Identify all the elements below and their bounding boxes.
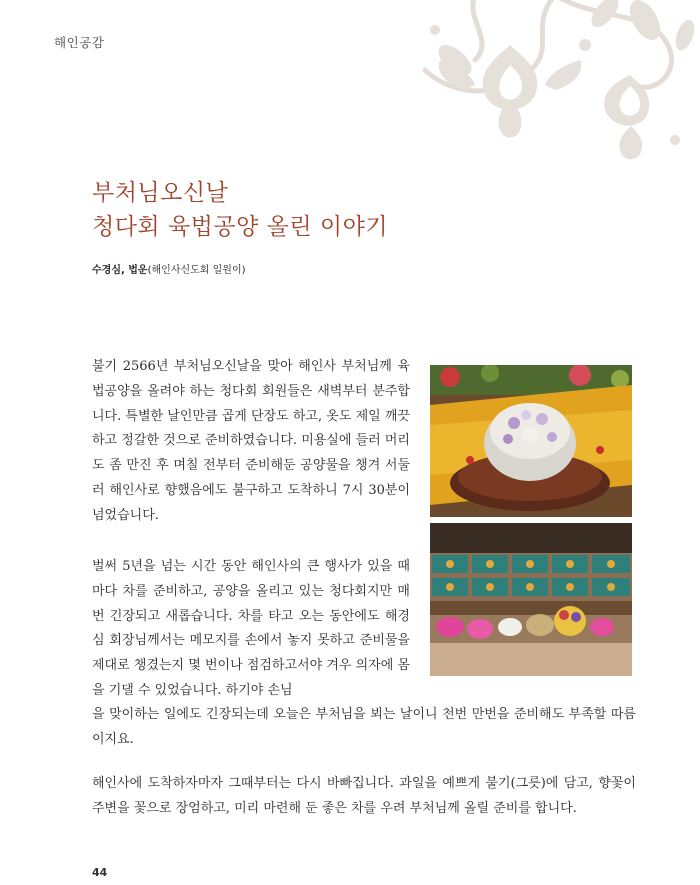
section-label: 해인공감 (54, 35, 105, 50)
photo-offering-bowl (430, 365, 632, 517)
photo-altar-offerings (430, 523, 632, 676)
paragraph-1: 불기 2566년 부처님오신날을 맞아 해인사 부처님께 육법공양을 올려야 하는 청다회 회원들은 새벽부터 분주합니다. 특별한 날인만큼 곱게 단장도 하고, 옷도 제일 깨끗하고 정갈한 것으로 준비하였습니다. 미용실에 들러 머리도 좀 만진 후 며칠 전부터 준비해둔 공양물을 챙겨 서둘러 해인사로 향했음에도 불구하고 도착하니 7시 30분이 넘었습니다. (92, 359, 410, 523)
paragraph-3: 해인사에 도착하자마자 그때부터는 다시 바빠집니다. 과일을 예쁘게 불기(그릇)에 담고, 향꽃이 주변을 꽃으로 장엄하고, 미리 마련해 둔 좋은 차를 우려 부처님께 올릴 준비를 합니다. (92, 776, 636, 816)
lotus-ornament-icon (405, 0, 700, 175)
page-number: 44 (92, 866, 108, 879)
byline (92, 261, 246, 276)
paragraph-2: 벌써 5년을 넘는 시간 동안 해인사의 큰 행사가 있을 때마다 차를 준비하고, 공양을 올리고 있는 청다회지만 매번 긴장되고 새롭습니다. 차를 타고 오는 동안에도 해경심 회장님께서는 메모지를 손에서 놓지 못하고 준비물을 제대로 챙겼는지 몇 번이나 점검하고서야 겨우 의자에 몸을 기댈 수 있었습니다. 하기야 손님 (92, 559, 410, 698)
article-title-line1: 부처님오신날 (92, 180, 229, 206)
article-title (92, 176, 388, 244)
paragraph-2-continued: 을 맞이하는 일에도 긴장되는데 오늘은 부처님을 뵈는 날이니 천번 만번을 준비해도 부족할 따름이지요. (92, 707, 636, 747)
byline-affiliation: (해인사신도회 일원이) (147, 265, 246, 276)
byline-authors: 수경심, 법운 (92, 265, 148, 276)
article-title-line2: 청다회 육법공양 올린 이야기 (92, 214, 389, 240)
